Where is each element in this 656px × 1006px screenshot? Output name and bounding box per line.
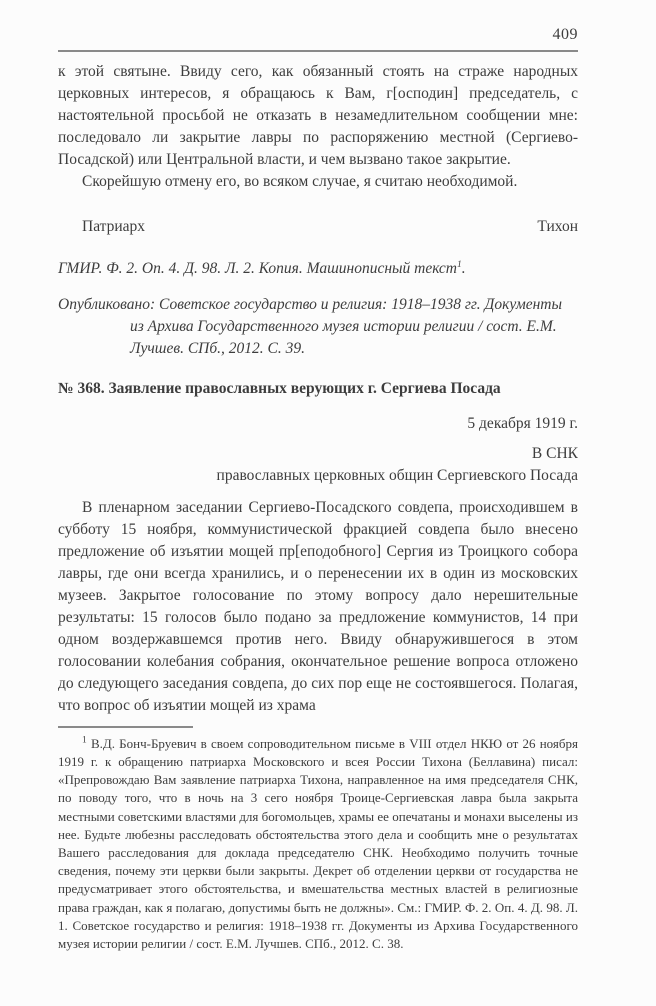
footnote-section bbox=[58, 726, 578, 953]
document-heading: № 368. Заявление православных верующих г. Сергиева Посада bbox=[58, 380, 501, 397]
page-header bbox=[58, 26, 578, 52]
document-date: 5 декабря 1919 г. bbox=[467, 414, 578, 432]
page-number: 409 bbox=[552, 26, 578, 43]
signature-row bbox=[58, 216, 578, 238]
addressee-line-1: В СНК bbox=[531, 444, 578, 462]
archive-footnote-marker: 1 bbox=[456, 259, 462, 270]
archive-reference bbox=[58, 258, 578, 280]
footnote-body: В.Д. Бонч-Бруевич в своем сопроводительном письме в VIII отдел НКЮ от 26 ноября 1919 г. к обращению патриарха Московского и всея России Тихона (Беллавина) писал: «Препровождаю Вам заявление патриарха Тихона, направленное на имя председателя СНК, по поводу того, что в ночь на 3 сего ноября Троице-Сергиевская лавра была закрыта местными советскими властями для богомольцев, храмы ее опечатаны и монахи выселены из нее. Будьте любезны расследовать обстоятельства этого дела и сообщить мне о результатах Вашего расследования для доклада председателю СНК. Необходимо получить точные сведения, почему эти церкви были закрыты. Декрет об отделении церкви от государства не предусматривает этого обстоятельства, и вмешательства местных властей в религиозные права граждан, как я полагаю, допустимы быть не должны». См.: ГМИР. Ф. 2. Оп. 4. Д. 98. Л. 1. Советское государство и религия: 1918–1938 гг. Документы из Архива Государственного музея истории религии / сост. Е.М. Лучшев. СПб., 2012. С. 38. bbox=[58, 735, 579, 952]
publication-note bbox=[58, 294, 578, 360]
footnote-text bbox=[58, 735, 578, 953]
archive-reference-period: . bbox=[461, 260, 466, 277]
page-content bbox=[58, 61, 578, 717]
letter-continuation-paragraph: к этой святыне. Ввиду сего, как обязанный стоять на страже народных церковных интересов, я обращаюсь к Вам, г[осподин] председатель, с настоятельной просьбой не отказать в незамедлительном сообщении мне: последовало ли закрытие лавры по распоряжению местной (Сергиево-Посадской) или Центральной власти, и чем вызвано такое закрытие. bbox=[58, 63, 578, 168]
publication-note-label: Опубликовано: bbox=[58, 296, 159, 313]
document-body-paragraph: В пленарном заседании Сергиево-Посадского совдепа, происходившем в субботу 15 ноября, коммунистической фракцией совдепа было внесено предложение об изъятии мощей пр[еподобного] Сергия из Троицкого собора лавры, где они всегда хранились, и о перенесении их в один из московских музеев. Закрытое голосование по этому вопросу дало нерешительные результаты: 15 голосов было подано за предложение коммунистов, 14 при одном воздержавшемся против него. Ввиду обнаружившегося в этом голосовании колебания собрания, окончательное решение вопроса отложено до следующего заседания совдепа, до сих пор еще не состоявшегося. Полагая, что вопрос об изъятии мощей из храма bbox=[58, 498, 578, 714]
footnote-number: 1 bbox=[82, 735, 87, 746]
signature-name: Тихон bbox=[537, 218, 578, 235]
addressee-line-2: православных церковных общин Сергиевского Посада bbox=[216, 466, 578, 484]
publication-note-text: Советское государство и религия: 1918–1938 гг. Документы из Архива Государственного музея истории религии / сост. Е.М. Лучшев. СПб., 2012. С. 39. bbox=[130, 296, 562, 357]
signature-role: Патриарх bbox=[82, 218, 146, 235]
header-rule bbox=[58, 50, 578, 52]
letter-closing-paragraph: Скорейшую отмену его, во всяком случае, я считаю необходимой. bbox=[82, 173, 518, 190]
footnote-rule bbox=[58, 726, 193, 728]
archive-reference-text: ГМИР. Ф. 2. Оп. 4. Д. 98. Л. 2. Копия. Машинописный текст bbox=[58, 260, 457, 277]
